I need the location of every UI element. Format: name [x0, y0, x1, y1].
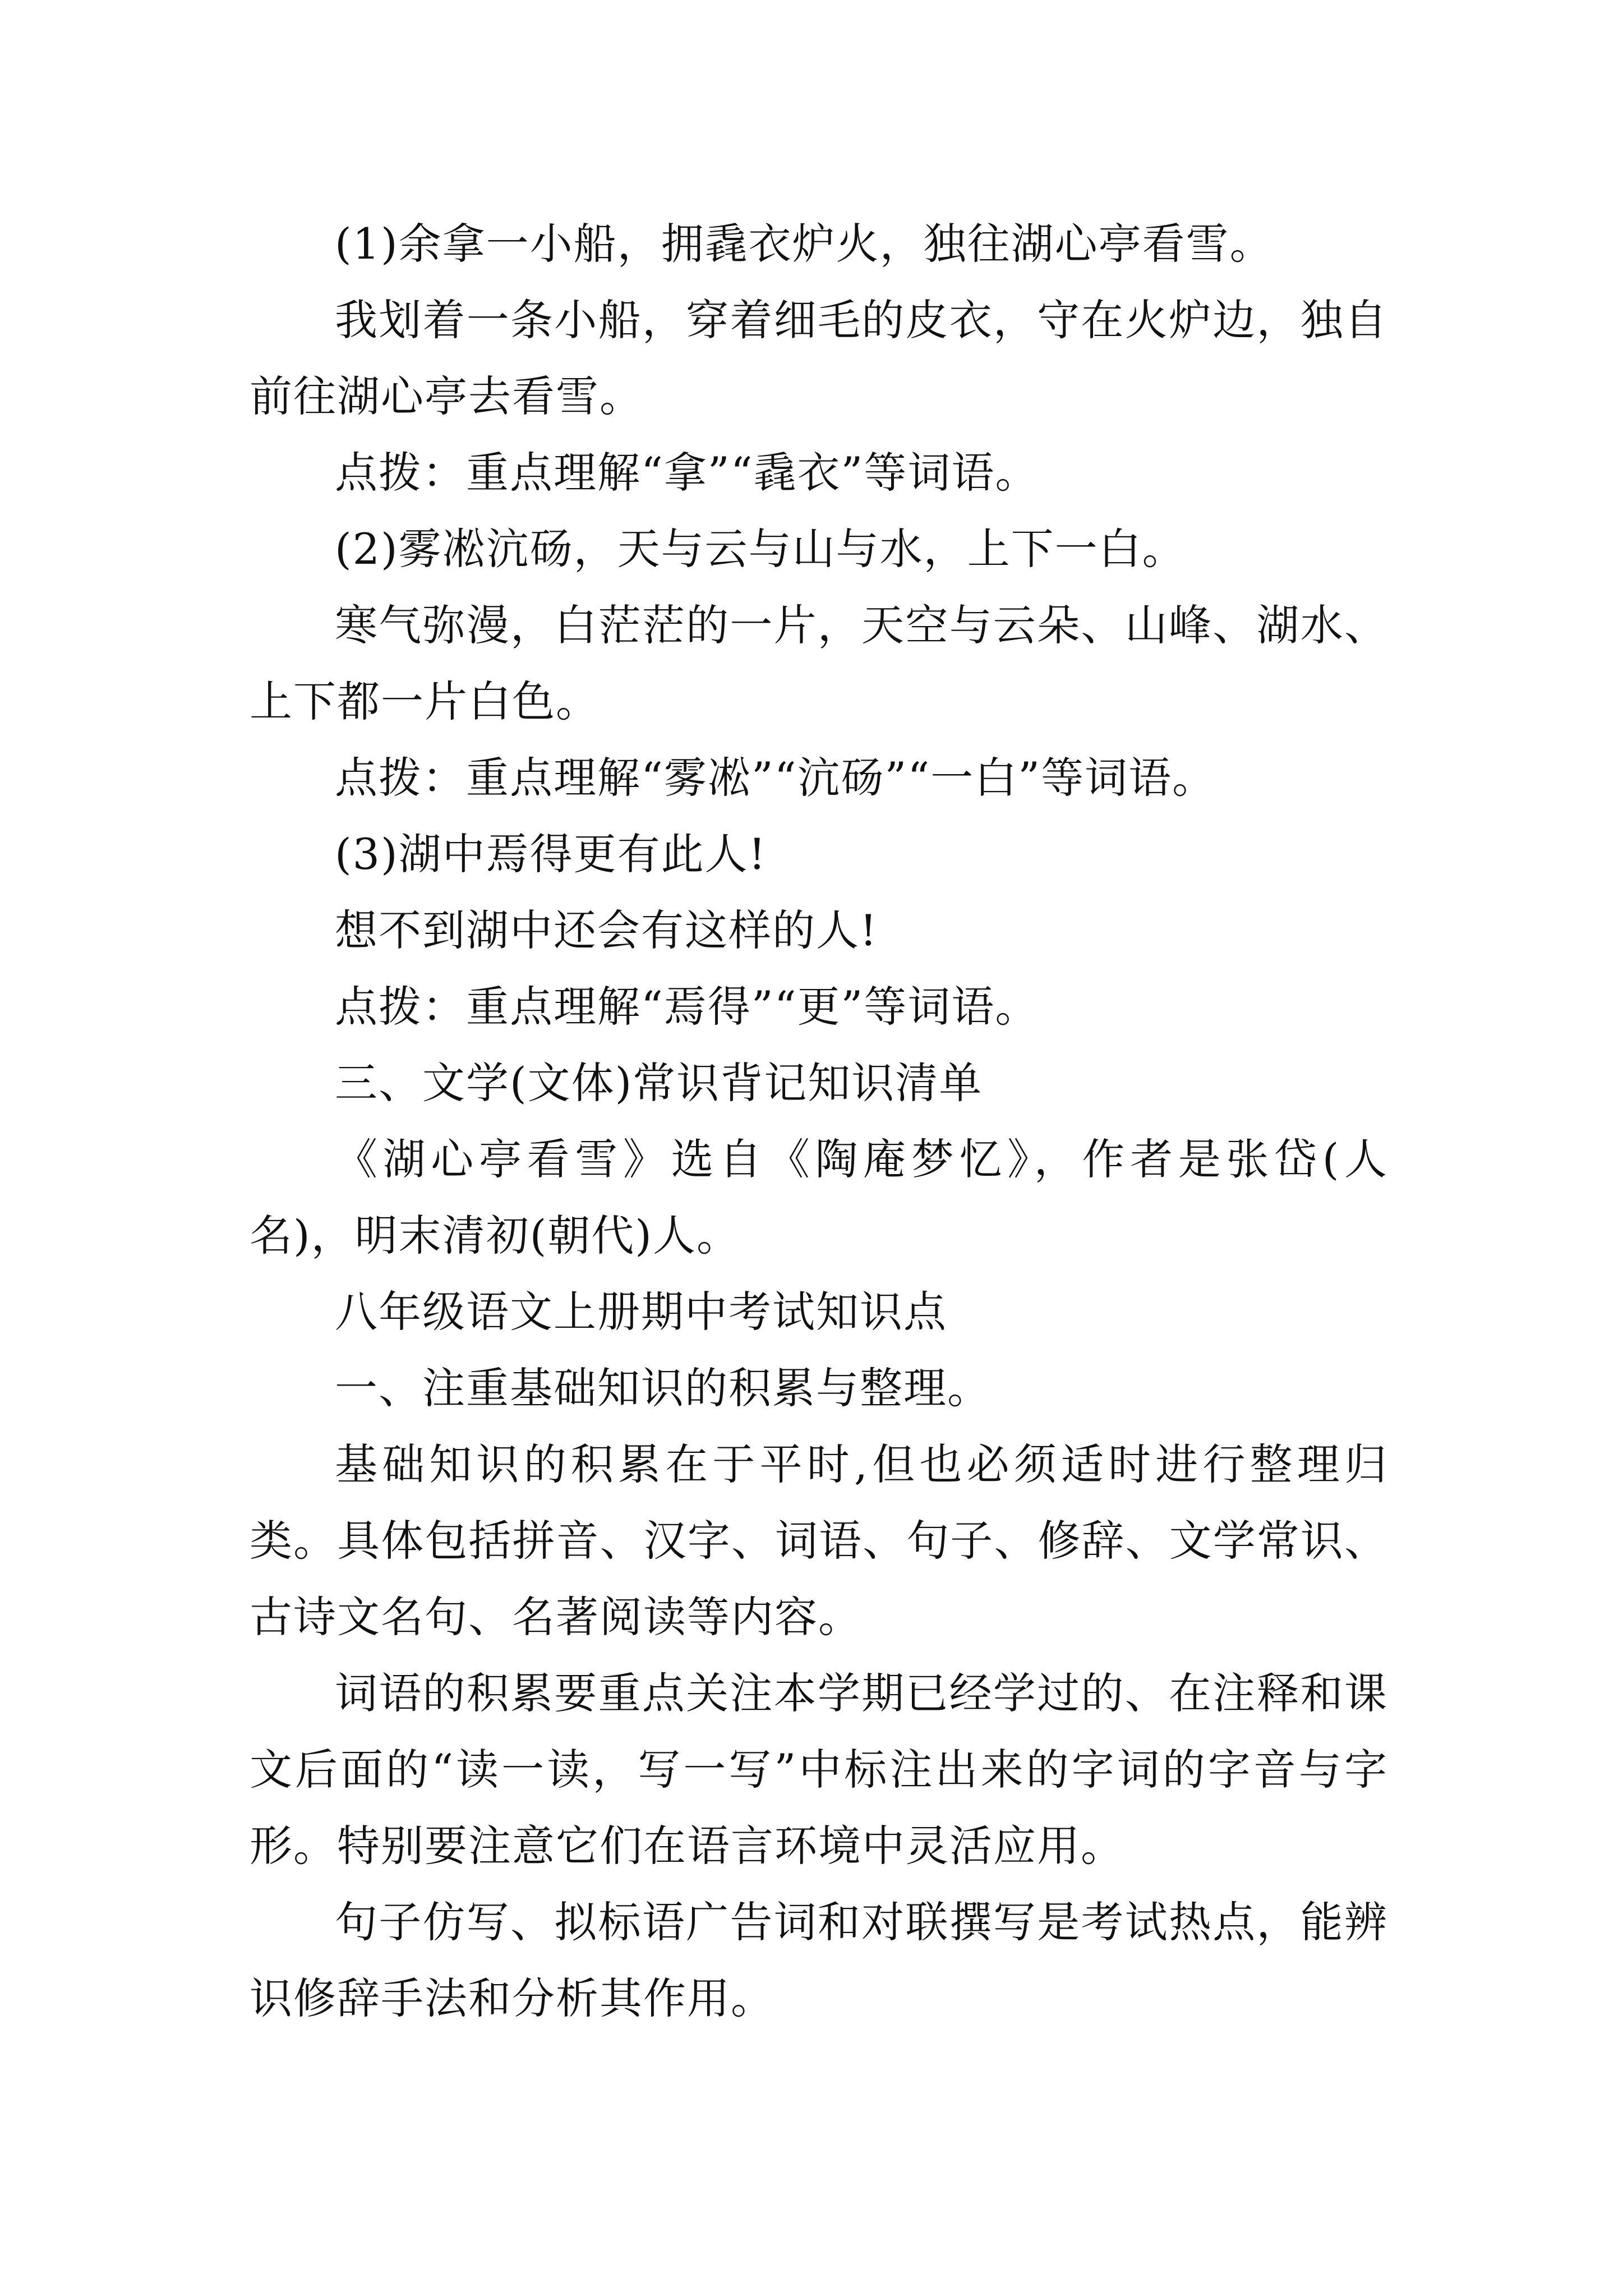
paragraph-7: (3)湖中焉得更有此人! — [335, 829, 767, 879]
paragraph-5: 寒气弥漫，白茫茫的一片，天空与云朵、山峰、湖水、上下都一片白色。 — [250, 600, 1388, 726]
paragraph-6: 点拨：重点理解“雾凇”“沆砀”“一白”等词语。 — [335, 753, 1216, 803]
document-body — [250, 206, 1388, 2037]
paragraph-3: 点拨：重点理解“拿”“毳衣”等词语。 — [335, 448, 1039, 498]
paragraph-14: 基础知识的积累在于平时,但也必须适时进行整理归类。具体包括拼音、汉字、词语、句子、修辞、文学常识、古诗文名句、名著阅读等内容。 — [250, 1439, 1388, 1642]
subsection-heading: 一、注重基础知识的积累与整理。 — [335, 1363, 991, 1413]
paragraph-2: 我划着一条小船，穿着细毛的皮衣，守在火炉边，独自前往湖心亭去看雪。 — [250, 295, 1388, 421]
paragraph-1: (1)余拿一小船，拥毳衣炉火，独往湖心亭看雪。 — [335, 219, 1274, 269]
paragraph-9: 点拨：重点理解“焉得”“更”等词语。 — [335, 982, 1039, 1032]
paragraph-8: 想不到湖中还会有这样的人! — [335, 905, 878, 955]
document-title: 八年级语文上册期中考试知识点 — [335, 1287, 947, 1337]
paragraph-11: 《湖心亭看雪》选自《陶庵梦忆》，作者是张岱(人名)，明末清初(朝代)人。 — [250, 1134, 1388, 1260]
paragraph-4: (2)雾凇沆砀，天与云与山与水，上下一白。 — [335, 524, 1186, 574]
section-heading: 三、文学(文体)常识背记知识清单 — [335, 1058, 983, 1108]
paragraph-15: 词语的积累要重点关注本学期已经学过的、在注释和课文后面的“读一读，写一写”中标注出来的字词的字音与字形。特别要注意它们在语言环境中灵活应用。 — [250, 1668, 1388, 1871]
paragraph-16: 句子仿写、拟标语广告词和对联撰写是考试热点，能辨识修辞手法和分析其作用。 — [250, 1897, 1388, 2023]
